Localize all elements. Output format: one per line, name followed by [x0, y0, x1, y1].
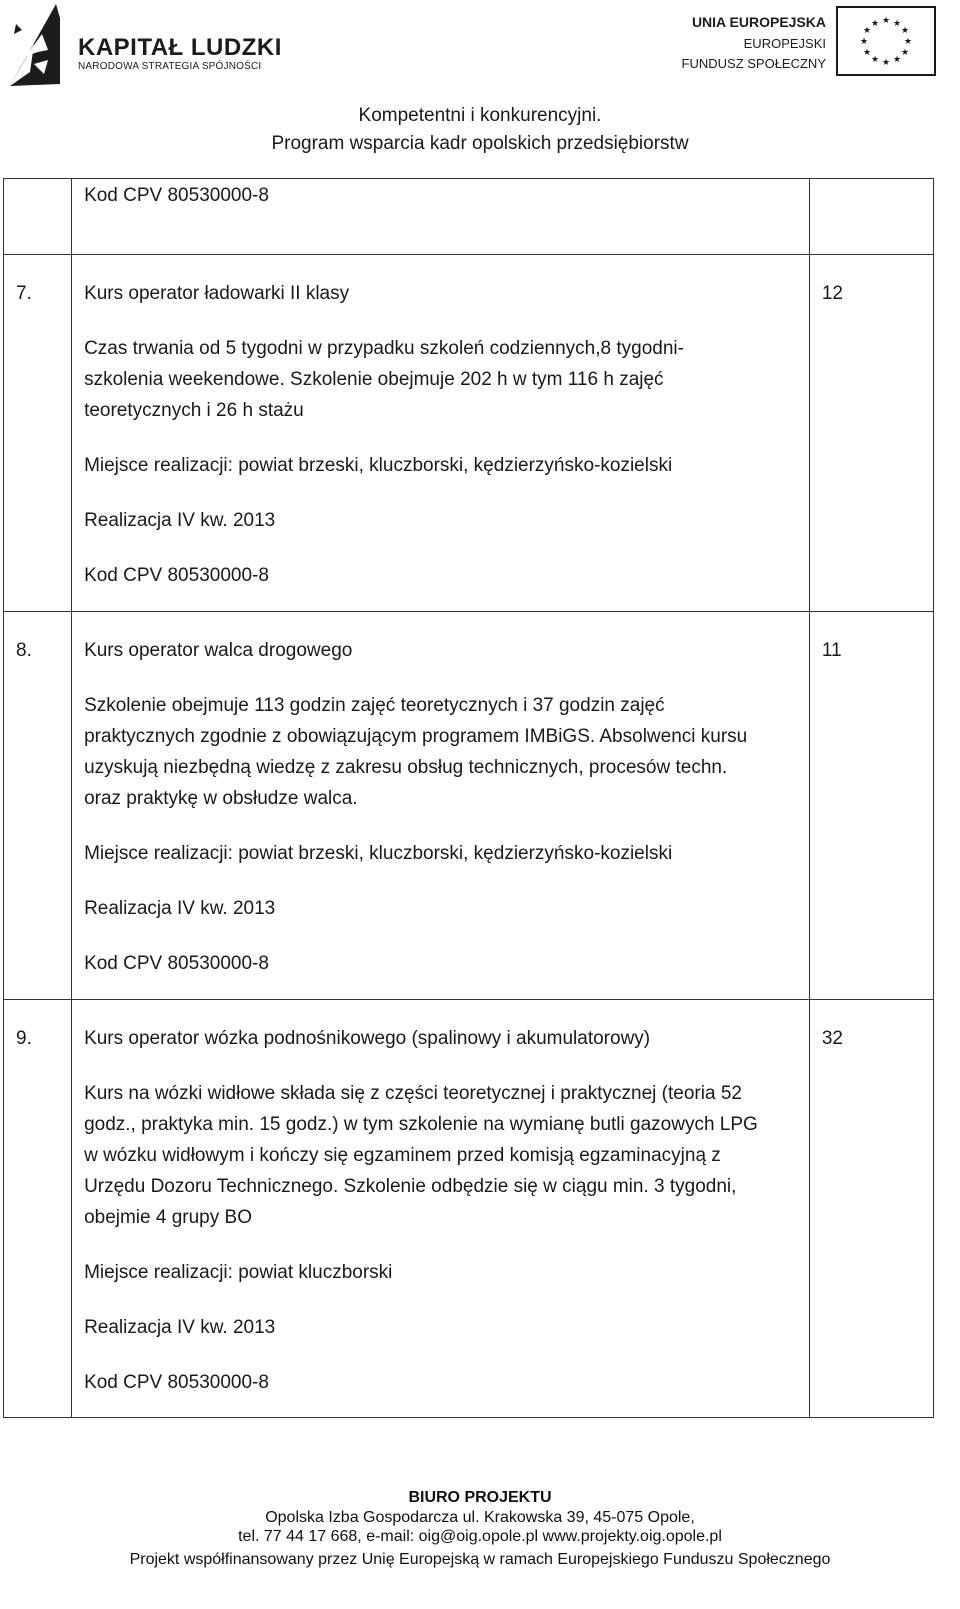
participant-count: 11: [821, 640, 842, 661]
course-title: Kurs operator walca drogowego: [84, 640, 353, 661]
footer-address: Opolska Izba Gospodarcza ul. Krakowska 39, 45-075 Opole,: [265, 1509, 695, 1526]
description-cell: [72, 1000, 810, 1418]
kapital-ludzki-logo: [4, 4, 294, 90]
description-line: teoretycznych i 26 h stażu: [84, 400, 304, 421]
course-title: Kurs operator ładowarki II klasy: [84, 283, 350, 304]
course-realization: Realizacja IV kw. 2013: [84, 898, 276, 919]
description-line: Czas trwania od 5 tygodni w przypadku szkoleń codziennych,8 tygodni-: [84, 338, 684, 359]
svg-text:★: ★: [900, 26, 910, 36]
kapital-ludzki-emblem-icon: [4, 4, 62, 90]
cpv-code: Kod CPV 80530000-8: [84, 953, 269, 974]
svg-text:★: ★: [892, 19, 902, 29]
svg-text:★: ★: [859, 37, 869, 47]
description-line: Szkolenie obejmuje 113 godzin zajęć teoretycznych i 37 godzin zajęć: [84, 695, 665, 716]
course-realization: Realizacja IV kw. 2013: [84, 510, 276, 531]
svg-text:★: ★: [870, 19, 880, 29]
participant-count: 32: [821, 1028, 843, 1049]
footer-contact: tel. 77 44 17 668, e-mail: oig@oig.opole.pl www.projekty.oig.opole.pl: [238, 1528, 722, 1545]
number-cell: [4, 255, 72, 612]
table-row: [4, 1000, 934, 1418]
table-row: [4, 612, 934, 1000]
number-cell: [4, 1000, 72, 1418]
course-table: [3, 178, 934, 1418]
number-cell: [4, 612, 72, 1000]
svg-text:★: ★: [870, 55, 880, 65]
course-location: Miejsce realizacji: powiat brzeski, kluczborski, kędzierzyńsko-kozielski: [84, 455, 673, 476]
footer-title: BIURO PROJEKTU: [408, 1489, 552, 1506]
eu-logo-line2: EUROPEJSKI: [743, 36, 826, 51]
svg-text:★: ★: [881, 58, 891, 68]
description-cell: [72, 179, 810, 255]
eu-logo: [681, 6, 940, 78]
description-cell: [72, 612, 810, 1000]
row-number: 9.: [16, 1028, 32, 1049]
course-realization: Realizacja IV kw. 2013: [84, 1317, 276, 1338]
quantity-cell: [809, 612, 933, 1000]
number-cell: [4, 179, 72, 255]
program-title-line2: Program wsparcia kadr opolskich przedsiębiorstw: [271, 133, 689, 154]
eu-logo-line3: FUNDUSZ SPOŁECZNY: [681, 56, 826, 71]
program-title: [160, 102, 800, 158]
svg-text:★: ★: [900, 48, 910, 58]
course-title: Kurs operator wózka podnośnikowego (spalinowy i akumulatorowy): [84, 1028, 651, 1049]
svg-text:★: ★: [903, 37, 913, 47]
table-row: [4, 255, 934, 612]
svg-text:★: ★: [862, 48, 872, 58]
kapital-ludzki-title: KAPITAŁ LUDZKI: [78, 34, 282, 61]
description-line: godz., praktyka min. 15 godz.) w tym szkolenie na wymianę butli gazowych LPG: [84, 1114, 758, 1135]
row-number: 7.: [16, 283, 32, 304]
cpv-code: Kod CPV 80530000-8: [84, 565, 269, 586]
svg-text:★: ★: [892, 55, 902, 65]
description-line: szkolenia weekendowe. Szkolenie obejmuje 202 h w tym 116 h zajęć: [84, 369, 664, 390]
quantity-cell: [809, 255, 933, 612]
page-footer: [0, 1488, 960, 1571]
course-location: Miejsce realizacji: powiat brzeski, kluczborski, kędzierzyńsko-kozielski: [84, 843, 673, 864]
footer-cofinancing: Projekt współfinansowany przez Unię Europejską w ramach Europejskiego Funduszu Społecznego: [129, 1551, 831, 1568]
quantity-cell: [809, 1000, 933, 1418]
description-line: oraz praktykę w obsłudze walca.: [84, 788, 358, 809]
program-title-line1: Kompetentni i konkurencyjni.: [358, 105, 602, 126]
svg-text:★: ★: [862, 26, 872, 36]
course-description: [84, 690, 789, 814]
description-line: obejmie 4 grupy BO: [84, 1207, 252, 1228]
description-line: Urzędu Dozoru Technicznego. Szkolenie odbędzie się w ciągu min. 3 tygodni,: [84, 1176, 737, 1197]
description-line: Kurs na wózki widłowe składa się z części teoretycznej i praktycznej (teoria 52: [84, 1083, 742, 1104]
eu-flag-icon: [836, 6, 936, 76]
kapital-ludzki-subtitle: NARODOWA STRATEGIA SPÓJNOŚCI: [78, 61, 262, 72]
cpv-code: Kod CPV 80530000-8: [84, 1372, 269, 1393]
table-row: [4, 179, 934, 255]
cpv-code: Kod CPV 80530000-8: [84, 185, 269, 206]
course-description: [84, 333, 789, 426]
description-line: praktycznych zgodnie z obowiązującym programem IMBiGS. Absolwenci kursu: [84, 726, 748, 747]
svg-text:★: ★: [881, 16, 891, 26]
course-description: [84, 1078, 789, 1233]
participant-count: 12: [821, 283, 843, 304]
description-line: uzyskują niezbędną wiedzę z zakresu obsług technicznych, procesów techn.: [84, 757, 728, 778]
row-number: 8.: [16, 640, 32, 661]
quantity-cell: [809, 179, 933, 255]
description-line: w wózku widłowym i kończy się egzaminem przed komisją egzaminacyjną z: [84, 1145, 721, 1166]
description-cell: [72, 255, 810, 612]
course-location: Miejsce realizacji: powiat kluczborski: [84, 1262, 393, 1283]
eu-logo-line1: UNIA EUROPEJSKA: [691, 14, 826, 30]
